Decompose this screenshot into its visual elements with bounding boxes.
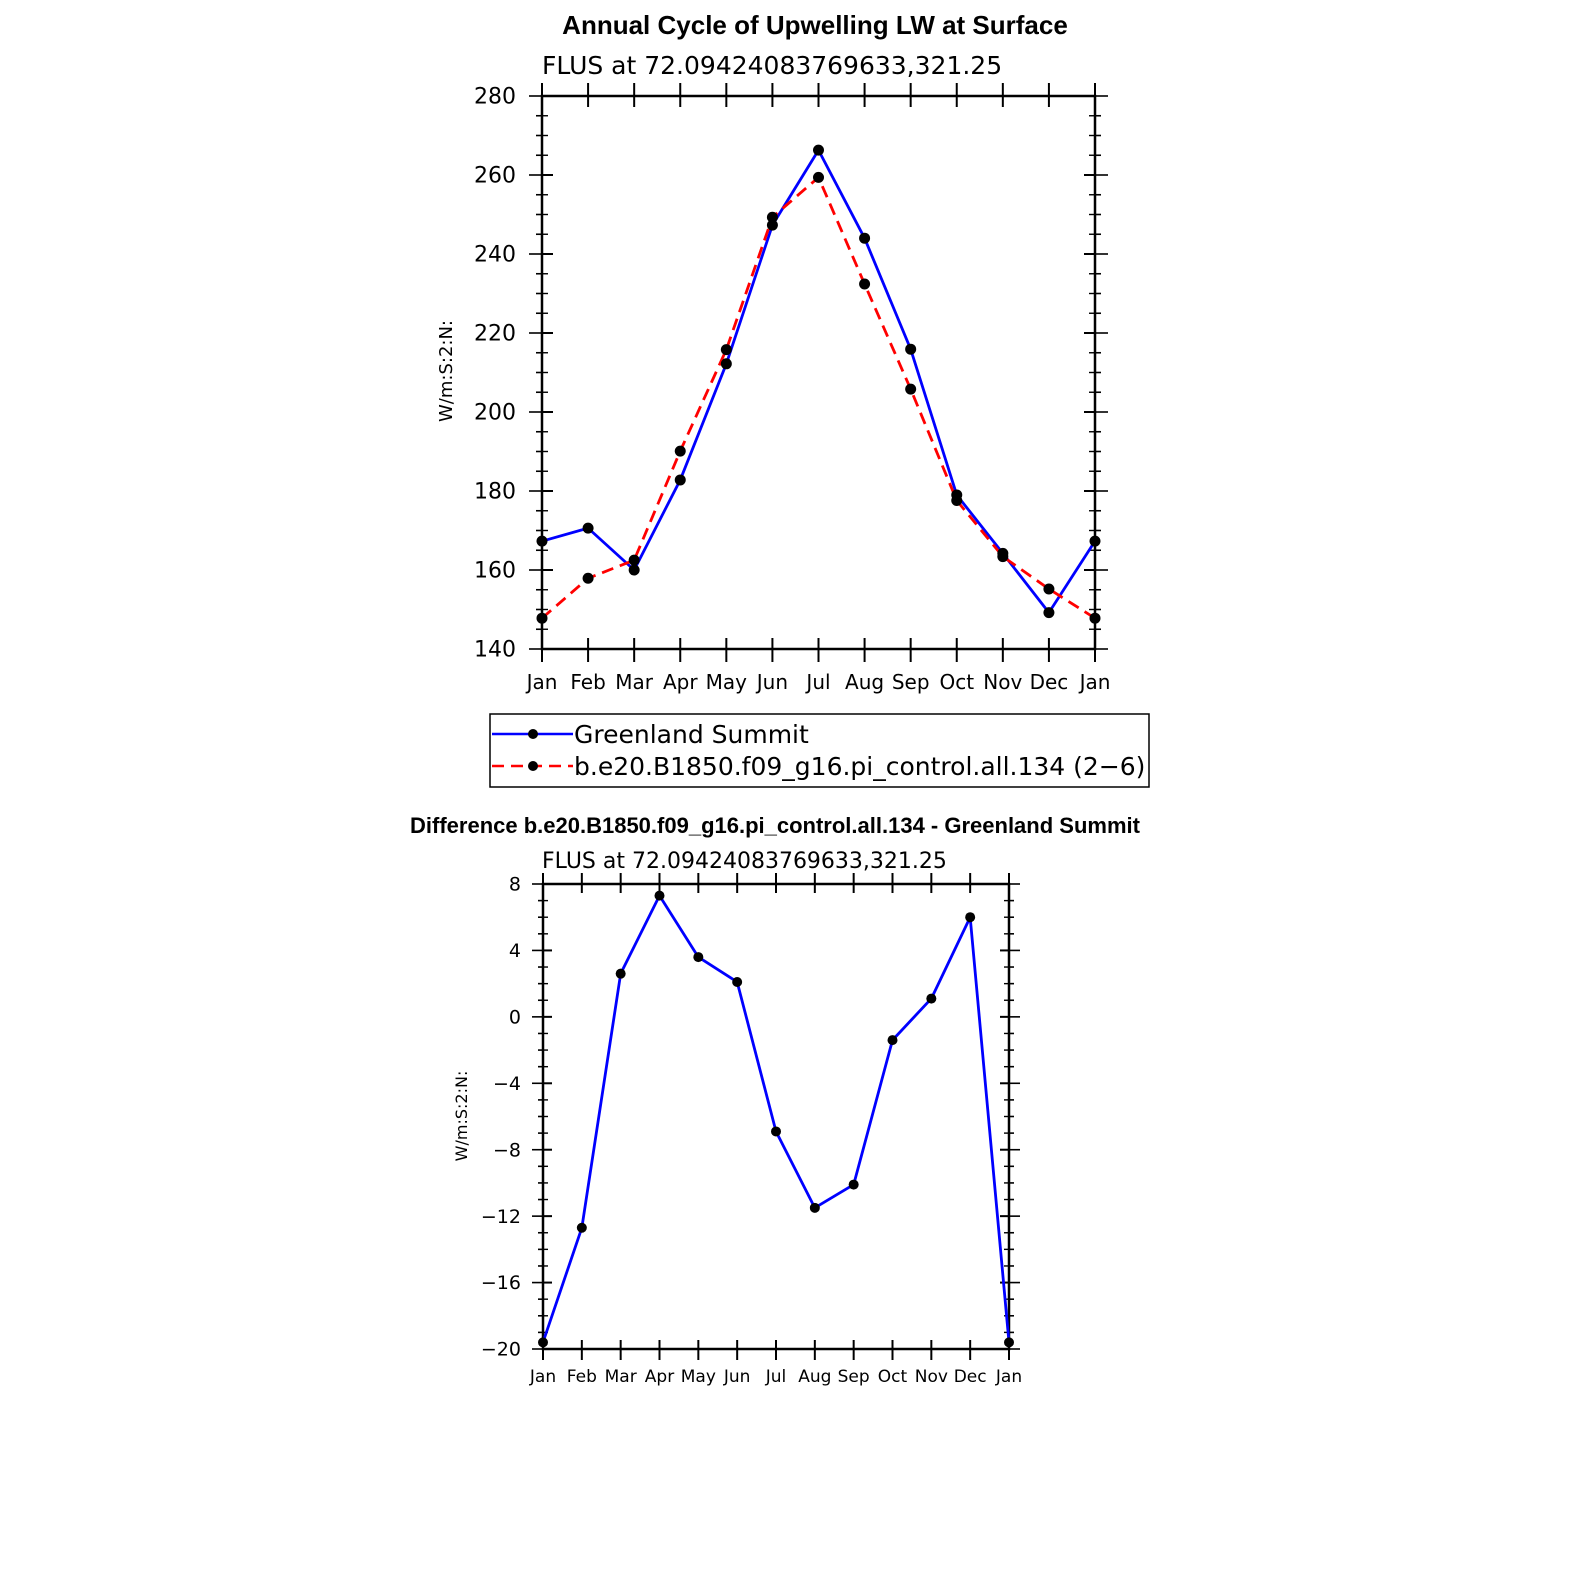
data-point-0	[849, 1180, 859, 1190]
data-point-1	[813, 172, 824, 183]
data-point-0	[888, 1035, 898, 1045]
tick-group	[481, 873, 1022, 1387]
chart-subtitle: FLUS at 72.09424083769633,321.25	[542, 849, 947, 874]
x-tick-label: Dec	[953, 1367, 987, 1387]
x-tick-label: Apr	[644, 1367, 675, 1387]
y-tick-label: 8	[508, 873, 521, 896]
x-tick-label: Jan	[529, 1367, 557, 1387]
data-point-1	[629, 555, 640, 566]
data-point-0	[693, 952, 703, 962]
data-point-0	[1090, 536, 1101, 547]
data-point-1	[951, 495, 962, 506]
y-axis-label: W/m:S:2:N:	[452, 1070, 471, 1162]
data-point-1	[583, 573, 594, 584]
x-tick-label: Nov	[914, 1367, 948, 1387]
tick-group	[474, 83, 1110, 694]
difference-chart	[410, 813, 1141, 1387]
data-point-0	[732, 977, 742, 987]
data-point-1	[721, 344, 732, 355]
y-axis-label: W/m:S:2:N:	[436, 320, 457, 422]
data-point-1	[859, 279, 870, 290]
y-tick-label: 0	[508, 1006, 521, 1029]
y-tick-label: 240	[474, 242, 516, 268]
data-point-0	[1043, 607, 1054, 618]
x-tick-label: Jul	[806, 670, 831, 694]
x-tick-label: Jan	[1079, 670, 1111, 694]
x-tick-label: Mar	[604, 1367, 637, 1387]
series-line-0	[543, 896, 1009, 1343]
series-group	[542, 150, 1095, 618]
legend-marker-model	[528, 761, 538, 771]
data-point-0	[537, 536, 548, 547]
data-point-1	[767, 212, 778, 223]
data-point-1	[1090, 613, 1101, 624]
data-point-0	[538, 1337, 548, 1347]
data-point-0	[655, 891, 665, 901]
data-point-0	[905, 344, 916, 355]
x-tick-label: Jan	[526, 670, 558, 694]
chart-subtitle: FLUS at 72.09424083769633,321.25	[542, 51, 1003, 80]
data-point-0	[859, 233, 870, 244]
y-tick-label: −12	[480, 1205, 521, 1228]
data-point-0	[813, 145, 824, 156]
x-tick-label: May	[705, 670, 748, 694]
x-tick-label: Jul	[765, 1367, 787, 1387]
x-tick-label: Oct	[939, 670, 975, 694]
data-point-1	[905, 384, 916, 395]
y-tick-label: 280	[474, 84, 516, 110]
y-tick-label: −4	[492, 1072, 521, 1095]
series-group	[543, 896, 1009, 1343]
x-tick-label: Feb	[570, 670, 606, 694]
y-tick-label: 160	[474, 558, 516, 584]
x-tick-label: Aug	[845, 670, 885, 694]
data-point-0	[926, 994, 936, 1004]
data-point-1	[1043, 583, 1054, 594]
data-point-0	[965, 912, 975, 922]
legend-label-observed: Greenland Summit	[574, 720, 809, 749]
legend-label-model: b.e20.B1850.f09_g16.pi_control.all.134 (2−6)	[574, 752, 1146, 781]
legend-marker-observed	[528, 729, 538, 739]
y-tick-label: −8	[492, 1139, 521, 1162]
chart-title: Difference b.e20.B1850.f09_g16.pi_control.all.134 - Greenland Summit	[410, 813, 1140, 838]
marker-group	[537, 145, 1101, 624]
legend	[490, 714, 1149, 787]
y-tick-label: 4	[508, 940, 521, 963]
data-point-0	[721, 358, 732, 369]
data-point-0	[616, 969, 626, 979]
marker-group	[538, 891, 1014, 1348]
x-tick-label: May	[680, 1367, 716, 1387]
y-tick-label: 260	[474, 163, 516, 189]
data-point-0	[577, 1223, 587, 1233]
x-tick-label: Apr	[662, 670, 698, 694]
x-tick-label: Sep	[837, 1367, 870, 1387]
data-point-1	[997, 551, 1008, 562]
y-tick-label: −16	[480, 1272, 521, 1295]
x-tick-label: Feb	[566, 1367, 597, 1387]
x-tick-label: Jan	[995, 1367, 1023, 1387]
y-tick-label: 180	[474, 479, 516, 505]
y-tick-label: 140	[474, 637, 516, 663]
chart-title: Annual Cycle of Upwelling LW at Surface	[562, 10, 1068, 40]
y-tick-label: 220	[474, 321, 516, 347]
annual-cycle-chart	[436, 10, 1110, 694]
data-point-0	[1004, 1337, 1014, 1347]
data-point-0	[629, 565, 640, 576]
x-tick-label: Jun	[756, 670, 789, 694]
x-tick-label: Oct	[877, 1367, 908, 1387]
data-point-1	[537, 613, 548, 624]
data-point-0	[771, 1126, 781, 1136]
data-point-0	[675, 474, 686, 485]
x-tick-label: Aug	[798, 1367, 832, 1387]
data-point-1	[675, 446, 686, 457]
series-line-1	[542, 177, 1095, 618]
plot-frame	[543, 884, 1009, 1349]
x-tick-label: Sep	[891, 670, 930, 694]
data-point-0	[810, 1203, 820, 1213]
x-tick-label: Nov	[983, 670, 1023, 694]
x-tick-label: Dec	[1029, 670, 1069, 694]
y-tick-label: −20	[480, 1338, 521, 1361]
x-tick-label: Mar	[615, 670, 654, 694]
x-tick-label: Jun	[723, 1367, 751, 1387]
y-tick-label: 200	[474, 400, 516, 426]
series-line-0	[542, 150, 1095, 613]
data-point-0	[583, 523, 594, 534]
